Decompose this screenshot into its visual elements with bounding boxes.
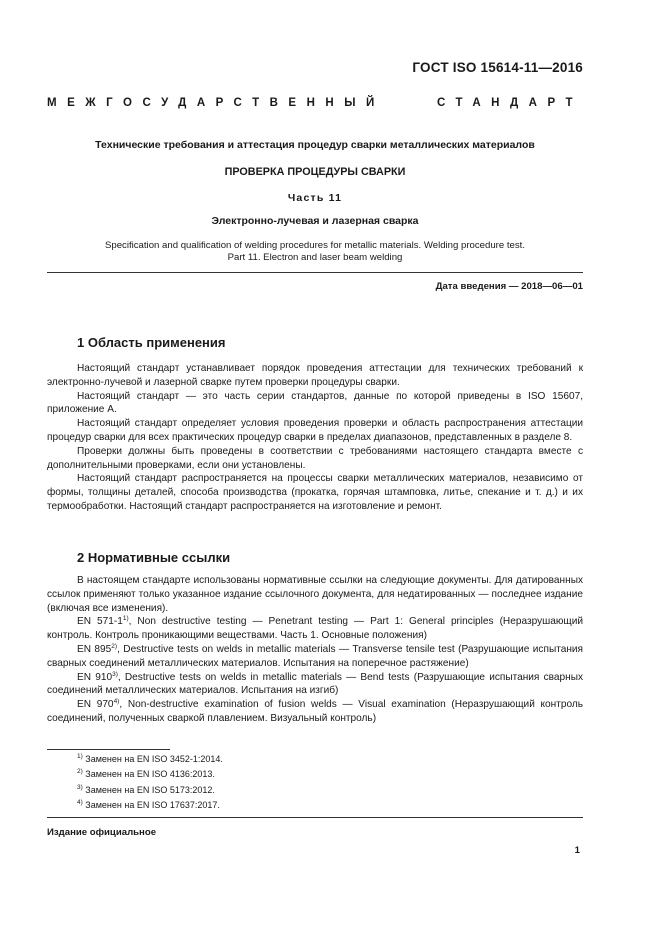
section-2-body xyxy=(47,574,583,726)
footnote-text: Заменен на EN ISO 4136:2013. xyxy=(82,769,215,780)
reference-item xyxy=(47,643,583,671)
footnote-mark: 2) xyxy=(77,768,83,776)
page-number: 1 xyxy=(574,845,580,856)
footnote-mark: 3) xyxy=(112,670,118,678)
ref-code: EN 910 xyxy=(77,671,113,683)
banner-left: МЕЖГОСУДАРСТВЕННЫЙ xyxy=(47,97,385,109)
paragraph: Настоящий стандарт устанавливает порядок проведения аттестации для технических требований к электронно-лучевой и лазерной сварке путем проверки процедуры сварки. xyxy=(47,363,583,388)
title-subtitle: Электронно-лучевая и лазерная сварка xyxy=(211,215,419,227)
reference-item xyxy=(47,615,583,643)
footnote xyxy=(77,783,223,798)
footnote-mark: 4) xyxy=(113,698,120,706)
paragraph: В настоящем стандарте использованы нормативные ссылки на следующие документы. Для датированных ссылок применяют только указанное издание ссылочного документа, для недатированных — последнее издание (включая все изменения). xyxy=(47,575,583,614)
section-1-heading: 1 Область применения xyxy=(77,335,226,350)
paragraph: Настоящий стандарт определяет условия проведения проверки и область распространения аттестации процедур сварки для всех практических процедур сварки в пределах диапазонов, представленных в разделе 8. xyxy=(47,418,583,443)
ref-code: EN 970 xyxy=(77,699,114,711)
reference-item xyxy=(47,671,583,699)
paragraph: Проверки должны быть проведены в соответствии с требованиями настоящего стандарта вместе с дополнительными проверками, если они установлены. xyxy=(47,445,583,471)
title-line-2: ПРОВЕРКА ПРОЦЕДУРЫ СВАРКИ xyxy=(224,166,406,178)
standard-banner xyxy=(47,97,583,109)
footnote-mark: 3) xyxy=(77,783,83,791)
footnote-text: Заменен на EN ISO 5173:2012. xyxy=(82,784,215,795)
footnote xyxy=(77,752,223,767)
introduction-date: Дата введения — 2018—06—01 xyxy=(435,281,583,292)
edition-label: Издание официальное xyxy=(47,827,157,838)
footnote-text: Заменен на EN ISO 3452-1:2014. xyxy=(82,754,223,764)
ref-code: EN 571-1 xyxy=(77,616,123,628)
footnotes xyxy=(77,752,223,813)
title-line-1: Технические требования и аттестация процедур сварки металлических материалов xyxy=(95,139,535,151)
section-2-heading: 2 Нормативные ссылки xyxy=(77,550,231,565)
footnote-mark: 4) xyxy=(77,798,83,806)
footnote-mark: 1) xyxy=(122,615,129,623)
reference-item xyxy=(47,698,583,726)
ref-text: , Non-destructive examination of fusion welds — Visual examination (Неразрушающий контроль соединений, полученных сваркой плавлением. Визуальный контроль) xyxy=(47,699,584,724)
footnote-mark: 1) xyxy=(77,753,83,760)
english-title-line-1: Specification and qualification of welding procedures for metallic materials. Welding procedure test. xyxy=(104,240,526,251)
footnote-divider xyxy=(47,749,170,750)
ref-text: , Destructive tests on welds in metallic materials — Bend tests (Разрушающие испытания сварных соединений металлических материалов. Испытания на изгиб) xyxy=(47,671,583,697)
paragraph: Настоящий стандарт распространяется на процессы сварки металлических материалов, независимо от формы, толщины деталей, способа производства (прокатка, горячая штамповка, литье, спекание и т. д.) и их термообработки. Настоящий стандарт распространяется на изготовление и ремонт. xyxy=(47,473,583,512)
title-part: Часть 11 xyxy=(287,192,343,204)
footnote xyxy=(77,767,223,782)
english-title xyxy=(47,240,583,264)
paragraph: Настоящий стандарт — это часть серии стандартов, данные по которой приведены в ISO 15607, приложение А. xyxy=(47,390,583,416)
document-code: ГОСТ ISO 15614-11—2016 xyxy=(412,60,583,75)
footnote xyxy=(77,798,223,813)
banner-right: СТАНДАРТ xyxy=(437,97,583,109)
footnote-mark: 2) xyxy=(111,642,118,650)
ref-code: EN 895 xyxy=(77,643,112,655)
footnote-text: Заменен на EN ISO 17637:2017. xyxy=(82,799,220,810)
ref-text: , Destructive tests on welds in metallic materials — Transverse tensile test (Разрушающие испытания сварных соединений металлических материалов. Испытания на поперечное растяжение) xyxy=(47,643,583,669)
english-title-line-2: Part 11. Electron and laser beam welding xyxy=(227,252,403,263)
title-divider xyxy=(47,272,583,273)
ref-text: , Non destructive testing — Penetrant testing — Part 1: General principles (Неразрушающий контроль. Контроль проникающими веществами. Часть 1. Основные положения) xyxy=(47,616,583,642)
section-1-body xyxy=(47,362,583,514)
footer-divider xyxy=(47,817,583,818)
